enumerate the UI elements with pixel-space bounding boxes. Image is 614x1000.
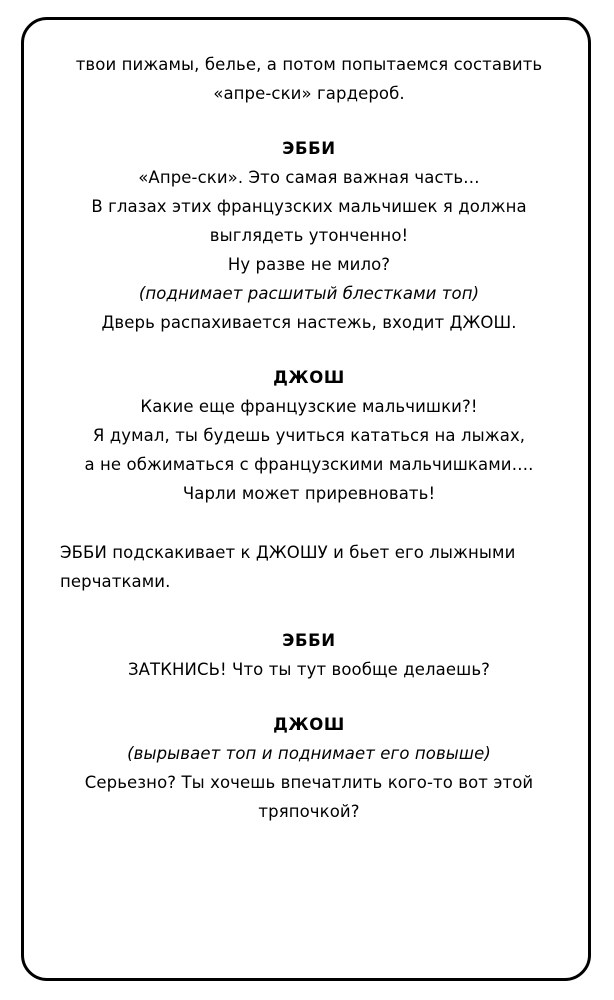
action-block — [60, 538, 558, 596]
spacer — [60, 684, 558, 710]
script-page — [21, 17, 591, 981]
script-content — [60, 50, 558, 826]
dialogue-block — [60, 768, 558, 826]
dialogue-line: «апре-ски» гардероб. — [213, 84, 405, 103]
dialogue-block — [60, 655, 558, 684]
dialogue-line: ЗАТКНИСЬ! Что ты тут вообще делаешь? — [127, 660, 491, 679]
dialogue-line: Какие еще французские мальчишки?! — [140, 397, 478, 416]
parenthetical-block — [60, 739, 558, 768]
speaker-name: ЭББИ — [282, 139, 336, 158]
dialogue-line: «Апре-ски». Это самая важная часть… — [138, 168, 480, 187]
speaker-name: ДЖОШ — [273, 368, 345, 387]
action-line: ЭББИ подскакивает к ДЖОШУ и бьет его лыжными — [60, 543, 516, 562]
dialogue-line: Ну разве не мило? — [227, 255, 391, 274]
dialogue-line: тряпочкой? — [258, 802, 360, 821]
speaker-name: ДЖОШ — [273, 715, 345, 734]
dialogue-block — [60, 163, 558, 279]
dialogue-line: Чарли может приревновать! — [182, 484, 436, 503]
dialogue-line: Я думал, ты будешь учиться кататься на лыжах, — [92, 426, 526, 445]
spacer — [60, 508, 558, 538]
dialogue-line: Серьезно? Ты хочешь впечатлить кого-то вот этой — [84, 773, 534, 792]
dialogue-block — [60, 392, 558, 508]
dialogue-line: В глазах этих французских мальчишек я должна — [91, 197, 527, 216]
dialogue-line: а не обжиматься с французскими мальчишками…. — [84, 455, 534, 474]
spacer — [60, 108, 558, 134]
dialogue-block-continued — [60, 50, 558, 108]
parenthetical-block — [60, 279, 558, 308]
action-block — [60, 308, 558, 337]
spacer — [60, 596, 558, 626]
action-line: Дверь распахивается настежь, входит ДЖОШ. — [101, 313, 517, 332]
parenthetical-line: (вырывает топ и поднимает его повыше) — [127, 744, 491, 763]
speaker-name: ЭББИ — [282, 631, 336, 650]
spacer — [60, 337, 558, 363]
action-line: перчатками. — [60, 572, 171, 591]
dialogue-line: твои пижамы, белье, а потом попытаемся составить — [75, 55, 543, 74]
parenthetical-line: (поднимает расшитый блестками топ) — [138, 284, 480, 303]
dialogue-line: выглядеть утонченно! — [209, 226, 409, 245]
